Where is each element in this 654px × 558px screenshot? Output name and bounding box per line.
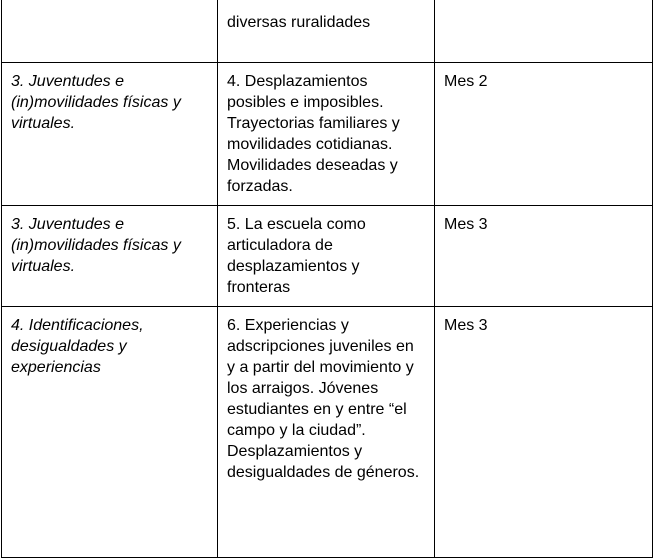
- month-cell: [435, 306, 653, 557]
- unit-cell: [2, 205, 218, 306]
- unit-cell: [2, 62, 218, 205]
- schedule-table: [1, 0, 653, 558]
- table-row: [2, 62, 653, 205]
- topic-cell: [218, 62, 435, 205]
- unit-text: 3. Juventudes e (in)movilidades físicas y virtuales.: [11, 215, 181, 275]
- unit-cell: [2, 0, 218, 62]
- month-text: Mes 2: [444, 72, 488, 90]
- month-cell: [435, 205, 653, 306]
- month-cell: [435, 0, 653, 62]
- topic-text: diversas ruralidades: [227, 14, 371, 31]
- unit-text: 3. Juventudes e (in)movilidades físicas y virtuales.: [11, 72, 181, 132]
- month-cell: [435, 62, 653, 205]
- month-text: Mes 3: [444, 215, 488, 233]
- unit-text: 4. Identificaciones, desigualdades y experiencias: [11, 316, 144, 376]
- unit-cell: [2, 306, 218, 557]
- topic-text: 5. La escuela como articuladora de desplazamientos y fronteras: [227, 215, 366, 296]
- month-text: Mes 3: [444, 316, 488, 334]
- topic-text: 4. Desplazamientos posibles e imposibles. Trayectorias familiares y movilidades cotidianas. Movilidades deseadas y forzadas.: [227, 72, 400, 195]
- table-row: [2, 205, 653, 306]
- topic-cell: [218, 306, 435, 557]
- table-row: [2, 306, 653, 557]
- topic-text: 6. Experiencias y adscripciones juveniles en y a partir del movimiento y los arraigos. Jóvenes estudiantes en y entre “el campo y la ciudad”. Desplazamientos y desigualdades de géneros.: [227, 316, 420, 481]
- table-row: [2, 0, 653, 62]
- topic-cell: [218, 205, 435, 306]
- topic-cell: [218, 0, 435, 62]
